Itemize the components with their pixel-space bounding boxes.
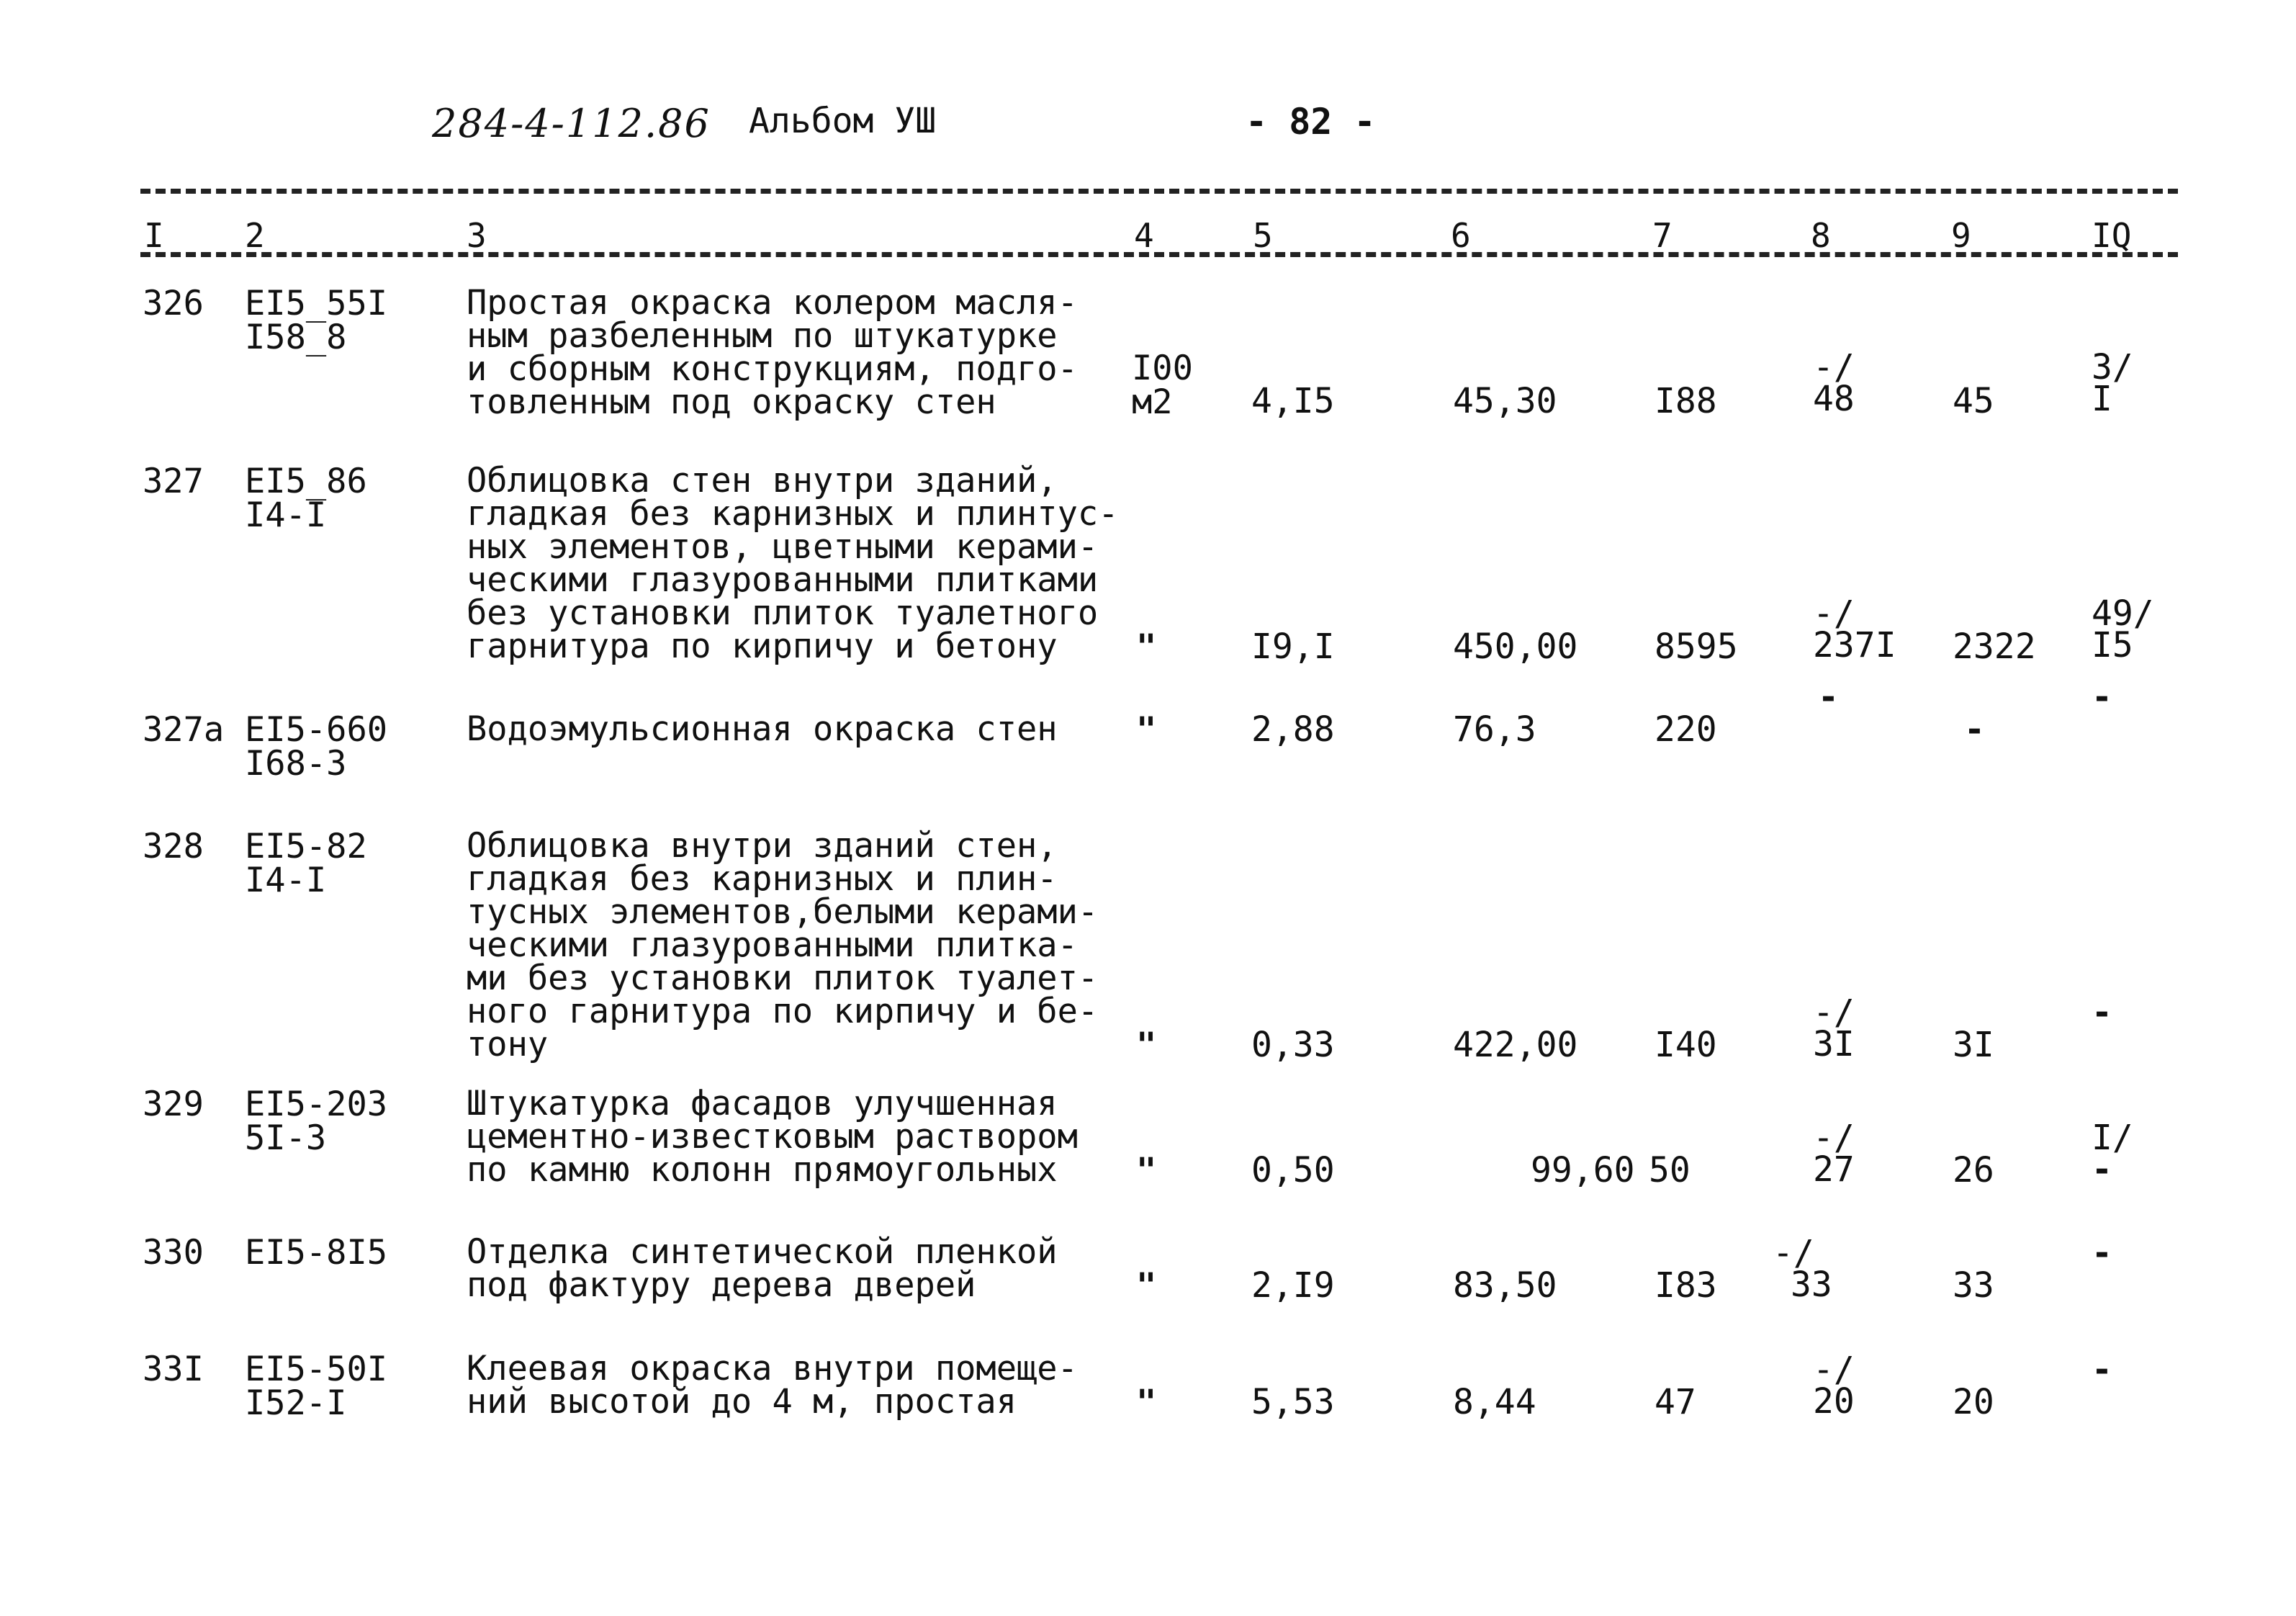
work-description bbox=[467, 461, 1119, 666]
row-number: 327а bbox=[143, 710, 225, 750]
fraction-bottom: 20 bbox=[1813, 1381, 1855, 1422]
header-divider bbox=[140, 189, 2178, 194]
column-number-8: 8 bbox=[1811, 216, 1831, 255]
column-8-value bbox=[1813, 347, 1855, 419]
total-cost: 47 bbox=[1655, 1382, 1696, 1422]
fraction-bottom: - bbox=[2092, 1350, 2112, 1390]
column-10-value bbox=[2092, 1118, 2133, 1190]
unit-line: м2 bbox=[1132, 382, 1173, 422]
column-number-6: 6 bbox=[1451, 216, 1471, 255]
album-label: Альбом УШ bbox=[749, 101, 937, 141]
fraction-top: 3/ bbox=[2092, 347, 2133, 387]
column-number-3: 3 bbox=[467, 216, 487, 255]
norm-code bbox=[245, 710, 388, 784]
total-cost: I83 bbox=[1655, 1265, 1717, 1306]
fraction-top: -/ bbox=[1813, 1350, 1855, 1390]
column-9-value: 33 bbox=[1953, 1265, 1994, 1306]
unit-cost: 450,00 bbox=[1453, 627, 1578, 667]
description-line: ческими глазурованными плитками bbox=[467, 560, 1099, 600]
fraction-top: I/ bbox=[2092, 1118, 2133, 1158]
fraction-bottom: 237I bbox=[1813, 625, 1896, 665]
row-number: 328 bbox=[143, 827, 204, 866]
norm-code-line: EI5-660 bbox=[245, 710, 388, 750]
description-line: и сборным конструкциям, подго- bbox=[467, 349, 1078, 389]
unit: " bbox=[1136, 1383, 1157, 1422]
unit bbox=[1132, 349, 1193, 422]
norm-code bbox=[245, 1233, 388, 1272]
column-8-value bbox=[1818, 677, 1839, 717]
unit: " bbox=[1136, 1025, 1157, 1065]
row-number: 330 bbox=[143, 1233, 204, 1272]
fraction-top: -/ bbox=[1813, 593, 1855, 634]
row-number: 329 bbox=[143, 1085, 204, 1124]
norm-code-line: I4-I bbox=[245, 861, 327, 900]
description-line: тусных элементов,белыми керами- bbox=[467, 892, 1099, 932]
description-line: тону bbox=[467, 1025, 549, 1064]
description-line: ного гарнитура по кирпичу и бе- bbox=[467, 992, 1099, 1031]
fraction-bottom: 27 bbox=[1813, 1149, 1855, 1190]
norm-code-line: EI5-50I bbox=[245, 1350, 388, 1389]
column-9-value: - bbox=[1964, 709, 1985, 750]
fraction-bottom: 3I bbox=[1813, 1024, 1855, 1064]
fraction-bottom: 48 bbox=[1813, 379, 1855, 419]
column-9-value: 45 bbox=[1953, 381, 1994, 421]
description-line: гладкая без карнизных и плин- bbox=[467, 859, 1058, 899]
fraction-bottom: - bbox=[2092, 992, 2112, 1033]
column-8-value bbox=[1813, 593, 1896, 665]
norm-code bbox=[245, 284, 388, 357]
unit-line: I00 bbox=[1132, 349, 1193, 388]
norm-code-line: I4-I bbox=[245, 495, 327, 535]
description-line: Облицовка стен внутри зданий, bbox=[467, 461, 1058, 500]
fraction-bottom: - bbox=[2092, 677, 2112, 717]
unit-cost: 76,3 bbox=[1453, 709, 1536, 750]
description-line: ний высотой до 4 м, простая bbox=[467, 1382, 1017, 1422]
unit-cost: 422,00 bbox=[1453, 1025, 1578, 1065]
column-number-5: 5 bbox=[1253, 216, 1273, 255]
description-line: гарнитура по кирпичу и бетону bbox=[467, 627, 1058, 666]
fraction-bottom: - bbox=[1818, 677, 1839, 717]
fraction-top: -/ bbox=[1813, 347, 1855, 387]
description-line: товленным под окраску стен bbox=[467, 382, 996, 422]
column-number-4: 4 bbox=[1134, 216, 1154, 255]
norm-code bbox=[245, 1085, 388, 1158]
description-line: Водоэмульсионная окраска стен bbox=[467, 709, 1058, 749]
total-cost: 50 bbox=[1649, 1150, 1691, 1190]
work-description bbox=[467, 1232, 1115, 1305]
fraction-bottom: - bbox=[2092, 1149, 2112, 1190]
unit-cost: 83,50 bbox=[1453, 1265, 1557, 1306]
norm-code-line: I68-3 bbox=[245, 744, 347, 784]
fraction-bottom: I5 bbox=[2092, 625, 2133, 665]
column-number-9: 9 bbox=[1951, 216, 1971, 255]
description-line: цементно-известковым раствором bbox=[467, 1117, 1078, 1157]
description-line: под фактуру дерева дверей bbox=[467, 1265, 976, 1305]
work-description bbox=[467, 709, 1115, 749]
fraction-bottom: 33 bbox=[1791, 1265, 1832, 1305]
description-line: ным разбеленным по штукатурке bbox=[467, 316, 1058, 356]
fraction-top: -/ bbox=[1813, 1118, 1855, 1158]
column-10-value bbox=[2092, 347, 2133, 419]
norm-code-line: EI5-203 bbox=[245, 1085, 388, 1124]
quantity: 4,I5 bbox=[1251, 381, 1335, 421]
column-8-value bbox=[1813, 992, 1855, 1064]
description-line: ных элементов, цветными керами- bbox=[467, 527, 1099, 567]
description-line: Отделка синтетической пленкой bbox=[467, 1232, 1058, 1272]
unit: " bbox=[1136, 627, 1157, 667]
description-line: гладкая без карнизных и плинтус- bbox=[467, 494, 1119, 534]
quantity: I9,I bbox=[1251, 627, 1335, 667]
description-line: Клеевая окраска внутри помеще- bbox=[467, 1349, 1078, 1388]
norm-code-line: EI5_86 bbox=[245, 462, 367, 501]
fraction-bottom: I bbox=[2092, 379, 2112, 419]
description-line: ческими глазурованными плитка- bbox=[467, 925, 1078, 965]
unit: " bbox=[1136, 1151, 1157, 1190]
norm-code-line: EI5-82 bbox=[245, 827, 367, 866]
quantity: 5,53 bbox=[1251, 1382, 1335, 1422]
description-line: ми без установки плиток туалет- bbox=[467, 959, 1099, 998]
norm-code-line: 5I-3 bbox=[245, 1118, 327, 1158]
description-line: Штукатурка фасадов улучшенная bbox=[467, 1084, 1058, 1123]
column-divider bbox=[140, 252, 2178, 257]
column-number-2: 2 bbox=[245, 216, 265, 255]
column-number-10: IQ bbox=[2092, 216, 2132, 255]
work-description bbox=[467, 283, 1115, 422]
column-10-value bbox=[2092, 992, 2112, 1033]
column-10-value bbox=[2092, 1350, 2112, 1390]
total-cost: 8595 bbox=[1655, 627, 1738, 667]
total-cost: 220 bbox=[1655, 709, 1717, 750]
unit-cost: 99,60 bbox=[1531, 1150, 1635, 1190]
norm-code-line: EI5-8I5 bbox=[245, 1233, 388, 1272]
work-description bbox=[467, 826, 1115, 1064]
norm-code-line: I58_8 bbox=[245, 318, 347, 357]
description-line: по камню колонн прямоугольных bbox=[467, 1150, 1058, 1190]
column-9-value: 26 bbox=[1953, 1150, 1994, 1190]
fraction-top: 49/ bbox=[2092, 593, 2154, 634]
page-number: - 82 - bbox=[1246, 101, 1376, 143]
unit-cost: 8,44 bbox=[1453, 1382, 1536, 1422]
row-number: 327 bbox=[143, 462, 204, 501]
unit-cost: 45,30 bbox=[1453, 381, 1557, 421]
unit: " bbox=[1136, 1266, 1157, 1306]
unit: " bbox=[1136, 710, 1157, 750]
norm-code-line: I52-I bbox=[245, 1383, 347, 1423]
column-number-7: 7 bbox=[1652, 216, 1673, 255]
column-9-value: 20 bbox=[1953, 1382, 1994, 1422]
column-8-value bbox=[1773, 1233, 1832, 1305]
work-description bbox=[467, 1084, 1115, 1190]
norm-code bbox=[245, 462, 367, 535]
column-number-1: I bbox=[144, 216, 164, 255]
quantity: 2,I9 bbox=[1251, 1265, 1335, 1306]
norm-code bbox=[245, 827, 367, 900]
column-9-value: 2322 bbox=[1953, 627, 2036, 667]
description-line: без установки плиток туалетного bbox=[467, 593, 1099, 633]
norm-code-line: EI5_55I bbox=[245, 284, 388, 323]
column-10-value bbox=[2092, 677, 2112, 717]
quantity: 0,33 bbox=[1251, 1025, 1335, 1065]
description-line: Простая окраска колером масля- bbox=[467, 283, 1078, 323]
quantity: 2,88 bbox=[1251, 709, 1335, 750]
column-10-value bbox=[2092, 1233, 2112, 1273]
quantity: 0,50 bbox=[1251, 1150, 1335, 1190]
column-8-value bbox=[1813, 1118, 1855, 1190]
total-cost: I88 bbox=[1655, 381, 1717, 421]
work-description bbox=[467, 1349, 1115, 1422]
description-line: Облицовка внутри зданий стен, bbox=[467, 826, 1058, 866]
fraction-top: -/ bbox=[1773, 1233, 1814, 1273]
fraction-top: -/ bbox=[1813, 992, 1855, 1033]
column-9-value: 3I bbox=[1953, 1025, 1994, 1065]
fraction-bottom: - bbox=[2092, 1233, 2112, 1273]
row-number: 33I bbox=[143, 1350, 204, 1389]
row-number: 326 bbox=[143, 284, 204, 323]
column-10-value bbox=[2092, 593, 2154, 665]
norm-code bbox=[245, 1350, 388, 1423]
document-code: 284-4-112.86 bbox=[432, 101, 711, 146]
total-cost: I40 bbox=[1655, 1025, 1717, 1065]
column-8-value bbox=[1813, 1350, 1855, 1422]
